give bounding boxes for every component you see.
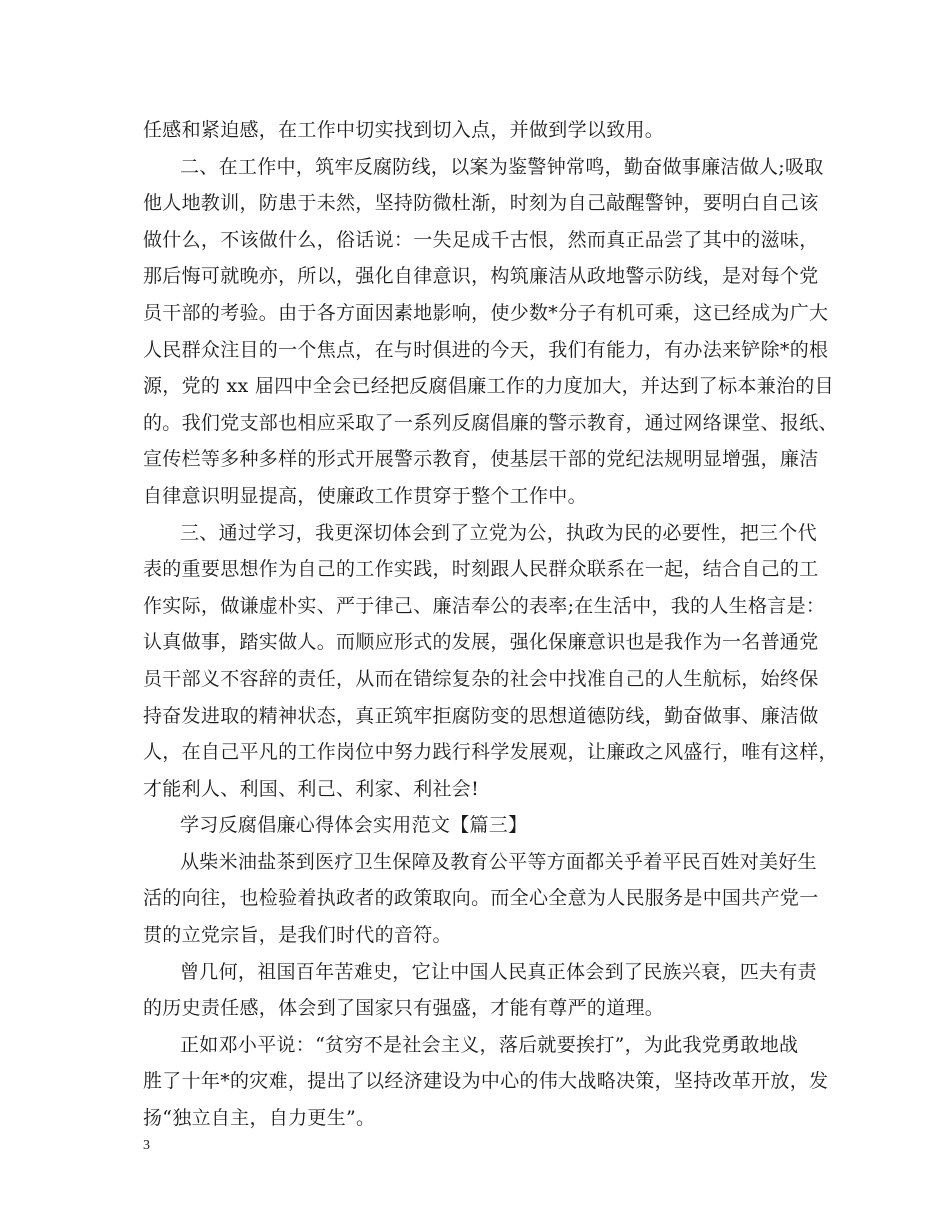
text-line: 人，在自己平凡的工作岗位中努力践行科学发展观，让廉政之风盛行，唯有这样， — [143, 741, 838, 764]
text-line: 的历史责任感，体会到了国家只有强盛，才能有尊严的道理。 — [143, 997, 665, 1020]
text-line: 人民群众注目的一个焦点，在与时俱进的今天，我们有能力，有办法来铲除*的根 — [143, 338, 829, 361]
text-line: 自律意识明显提高，使廉政工作贯穿于整个工作中。 — [143, 484, 587, 507]
text-line: 贯的立党宗旨，是我们时代的音符。 — [143, 924, 452, 947]
text-line: 曾几何，祖国百年苦难史，它让中国人民真正体会到了民族兴衰，匹夫有责 — [180, 960, 817, 983]
text-line: 员干部的考验。由于各方面因素地影响，使少数*分子有机可乘，这已经成为广大 — [143, 301, 829, 324]
text-line: 做什么，不该做什么，俗话说：一失足成千古恨，然而真正品尝了其中的滋味， — [143, 228, 819, 251]
text-line: 活的向往，也检验着执政者的政策取向。而全心全意为人民服务是中国共产党一 — [143, 887, 819, 910]
text-line: 源，党的 xx 届四中全会已经把反腐倡廉工作的力度加大，并达到了标本兼治的目 — [143, 375, 834, 398]
text-line: 他人地教训，防患于未然，坚持防微杜渐，时刻为自己敲醒警钟，要明白自己该 — [143, 192, 819, 215]
text-line: 正如邓小平说：“贫穷不是社会主义，落后就要挨打”，为此我党勇敢地战 — [180, 1033, 799, 1056]
text-line: 员干部义不容辞的责任，从而在错综复杂的社会中找准自己的人生航标，始终保 — [143, 667, 819, 690]
text-line: 才能利人、利国、利己、利家、利社会! — [143, 777, 480, 800]
text-line: 那后悔可就晚亦，所以，强化自律意识，构筑廉洁从政地警示防线，是对每个党 — [143, 265, 819, 288]
text-line: 从柴米油盐茶到医疗卫生保障及教育公平等方面都关乎着平民百姓对美好生 — [180, 850, 817, 873]
text-line: 的。我们党支部也相应采取了一系列反腐倡廉的警示教育，通过网络课堂、报纸、 — [143, 411, 838, 434]
text-line: 持奋发进取的精神状态，真正筑牢拒腐防变的思想道德防线，勤奋做事、廉洁做 — [143, 704, 819, 727]
text-line: 宣传栏等多种多样的形式开展警示教育，使基层干部的党纪法规明显增强，廉洁 — [143, 448, 819, 471]
text-line: 胜了十年*的灾难，提出了以经济建设为中心的伟大战略决策，坚持改革开放，发 — [143, 1070, 829, 1093]
text-line: 任感和紧迫感，在工作中切实找到切入点，并做到学以致用。 — [143, 119, 665, 141]
text-line: 三、通过学习，我更深切体会到了立党为公，执政为民的必要性，把三个代 — [180, 521, 817, 544]
text-line: 学习反腐倡廉心得体会实用范文【篇三】 — [180, 814, 528, 837]
text-line: 扬“独立自主，自力更生”。 — [143, 1107, 376, 1130]
text-line: 认真做事，踏实做人。而顺应形式的发展，强化保廉意识也是我作为一名普通党 — [143, 631, 819, 654]
page-number: 3 — [143, 1138, 150, 1153]
text-line: 二、在工作中，筑牢反腐防线，以案为鉴警钟常鸣，勤奋做事廉洁做人;吸取 — [180, 155, 824, 178]
text-line: 表的重要思想作为自己的工作实践，时刻跟人民群众联系在一起，结合自己的工 — [143, 558, 819, 581]
document-body — [143, 112, 838, 1137]
text-line: 作实际，做谦虚朴实、严于律己、廉洁奉公的表率;在生活中，我的人生格言是： — [143, 594, 826, 617]
